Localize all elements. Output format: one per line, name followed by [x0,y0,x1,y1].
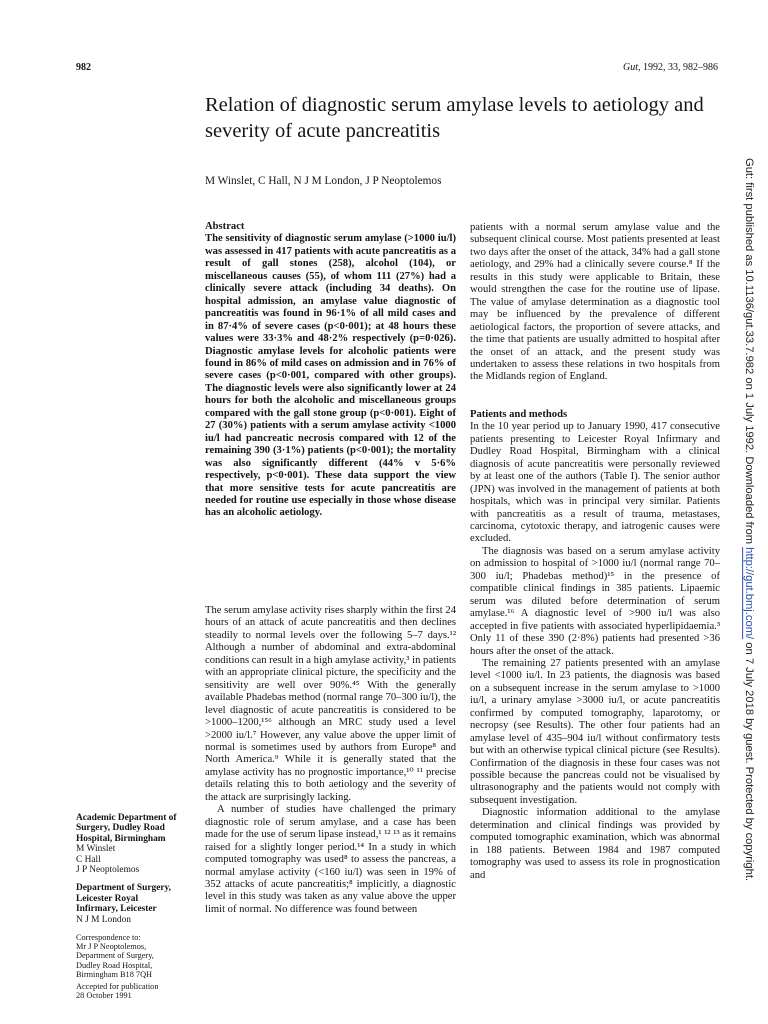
page-number: 982 [76,62,91,73]
affiliation-line: Hospital, Birmingham [76,833,166,844]
right-column [470,222,720,882]
affiliation-person: C Hall [76,854,101,865]
journal-name: Gut, [623,62,641,73]
accepted-line: 28 October 1991 [76,991,132,1001]
abstract-heading: Abstract [205,221,245,232]
correspondence-line: Department of Surgery, [76,951,154,961]
abstract-text: The sensitivity of diagnostic serum amylase (>1000 iu/l) was assessed in 417 patients with acute pancreatitis as a result of gall stones (258), alcohol (104), or miscellaneous causes (55), of whom 111 (27%) had a clinically severe attack (including 34 deaths). On hospital admission, an amylase value diagnostic of pancreatitis was found in 96·1% of all mild cases and in 87·4% of severe cases (p<0·001); at 48 hours these values were 33·3% and 48·2% respectively (p=0·026). Diagnostic amylase levels for alcoholic patients were found in 86% of mild cases on admission and in 76% of severe cases (p<0·001, compared with other groups). The diagnostic levels were also significantly lower at 24 hours for both the alcoholic and miscellaneous groups compared with the gall stone group (p<0·001). Eight of 27 (30%) patients with a serum amylase activity <1000 iu/l had pancreatic necrosis compared with 12 of the remaining 390 (3·1%) patients (p<0·001); the mortality was also significantly different (44% v 5·6% respectively, p<0·001). These data support the view that more sensitive tests for acute pancreatitis are needed for routine use especially in those whose disease has an alcoholic aetiology. [205,233,456,519]
accepted-line: Accepted for publication [76,982,159,992]
methods-paragraph-1: In the 10 year period up to January 1990, 417 consecutive patients presenting to Leicester Royal Infirmary and Dudley Road Hospital, Birmingham with a clinical diagnosis of acute pancreatitis were personally reviewed by at least one of the authors (Table I). The senior author (JPN) was involved in the management of patients at both hospitals, which was in principal very similar. Patients with pancreatitis as a result of trauma, metastases, carcinoma, cytotoxic therapy, and iatrogenic causes were excluded. [470,421,720,545]
correspondence-line: Dudley Road Hospital, [76,960,153,970]
introduction [205,605,456,916]
methods-heading: Patients and methods [470,408,568,420]
affiliation-person: M Winslet [76,844,116,855]
download-notice [740,158,758,882]
affiliation-line: Academic Department of [76,813,177,823]
affiliation-line: Leicester Royal [76,893,139,904]
affiliation-person: N J M London [76,914,131,925]
journal-link[interactable]: http://gut.bmj.com/ [743,547,755,640]
correspondence-line: Mr J P Neoptolemos, [76,942,147,952]
affiliation-dudley [76,813,196,875]
intro-paragraph-1: The serum amylase activity rises sharply within the first 24 hours of an attack of acute pancreatitis and then declines steadily to normal levels over the following 5–7 days.¹² Although a number of abdominal and extra-abdominal conditions can result in a high amylase activity,³ in patients with an appropriate clinical picture, the specificity and the sensitivity are well over 90%.⁴⁵ With the generally available Phadebas method (normal range 70–300 iu/l), the level diagnostic of acute pancreatitis is considered to be >1000–1200,¹⁵⁶ although an MRC study used a level >2000 iu/l.⁷ However, any value above the upper limit of normal is sometimes used by authors from Europe⁸ and North America.⁹ While it is generally stated that the amylase activity has no prognostic importance,¹⁰ ¹¹ precise details relating this to both aetiology and the severity of the attack are surprisingly lacking. [205,605,456,803]
intro-continuation: patients with a normal serum amylase value and the subsequent clinical course. Most patients presented at least two days after the onset of the attack, 34% had a gall stone aetiology, and 29% had a clinically severe course.⁸ If the results in this study were applicable to Britain, these would strengthen the case for the routine use of lipase. The value of amylase determination as a diagnostic tool may be influenced by the prevalence of different aetiological factors, the proportion of severe attacks, and the time that patients are usually admitted to hospital after the onset of an attack, and the present study was undertaken to assess these relations in two hospitals from the Midlands region of England. [470,222,720,383]
methods-paragraph-4: Diagnostic information additional to the amylase determination and clinical findings was provided by computed tomographic examination, which was abnormal in 188 patients. Between 1984 and 1987 computed tomography was used to assess its role in prognostication and [470,807,720,881]
correspondence [76,933,196,979]
author-list: M Winslet, C Hall, N J M London, J P Neoptolemos [205,175,442,187]
accepted-date [76,982,196,1000]
intro-paragraph-2: A number of studies have challenged the primary diagnostic role of serum amylase, and a case has been made for the use of serum lipase instead,¹ ¹² ¹³ as it remains raised for a slightly longer period.¹⁴ In a study in which computed tomography was used⁸ to assess the pancreas, a normal amylase activity (<160 iu/l) was seen in 19% of 352 attacks of acute pancreatitis;⁸ implicitly, a diagnostic level in this study was taken as any value above the upper limit of normal. No difference was found between [205,804,456,915]
article-title: Relation of diagnostic serum amylase levels to aetiology and severity of acute pancreatitis [205,94,704,142]
copyright-notice: on 7 July 2018 by guest. Protected by copyright. [743,642,755,882]
download-notice-text: Gut: first published as 10.1136/gut.33.7.982 on 1 July 1992. Downloaded from [743,158,755,545]
affiliation-person: J P Neoptolemos [76,865,140,876]
affiliation-line: Infirmary, Leicester [76,904,157,915]
methods-paragraph-3: The remaining 27 patients presented with an amylase level <1000 iu/l. In 23 patients, the diagnosis was based on a subsequent increase in the serum amylase to >1000 iu/l, a urinary amylase >3000 iu/l, or acute pancreatitis confirmed by computed tomography, laparotomy, or necropsy (see Results). The other four patients had an amylase level of 435–904 iu/l without confirmatory tests but with an otherwise typical clinical picture (see Results). Confirmation of the diagnosis in these four cases was not possible because the pancreas could not be visualised by ultrasonography and the patients would not comply with subsequent investigation. [470,657,720,806]
correspondence-line: Correspondence to: [76,933,141,943]
affiliation-line: Department of Surgery, [76,883,172,894]
correspondence-line: Birmingham B18 7QH [76,969,153,979]
affiliations [76,813,196,1000]
journal-citation [623,62,718,73]
methods-paragraph-2: The diagnosis was based on a serum amylase activity on admission to hospital of >1000 iu/l (normal range 70–300 iu/l; Phadebas method)¹⁵ in the presence of compatible clinical findings in 385 patients. Lipaemic serum was diluted before determination of serum amylase.¹⁶ A diagnostic level of >900 iu/l was also accepted in five patients with associated hyperlipidaemia.³ Only 11 of these 390 (2·8%) patients had presented >36 hours after the onset of the attack. [470,545,720,657]
affiliation-leicester [76,883,196,925]
citation-details: 1992, 33, 982–986 [643,62,718,73]
affiliation-line: Surgery, Dudley Road [76,823,165,834]
abstract [205,221,456,520]
